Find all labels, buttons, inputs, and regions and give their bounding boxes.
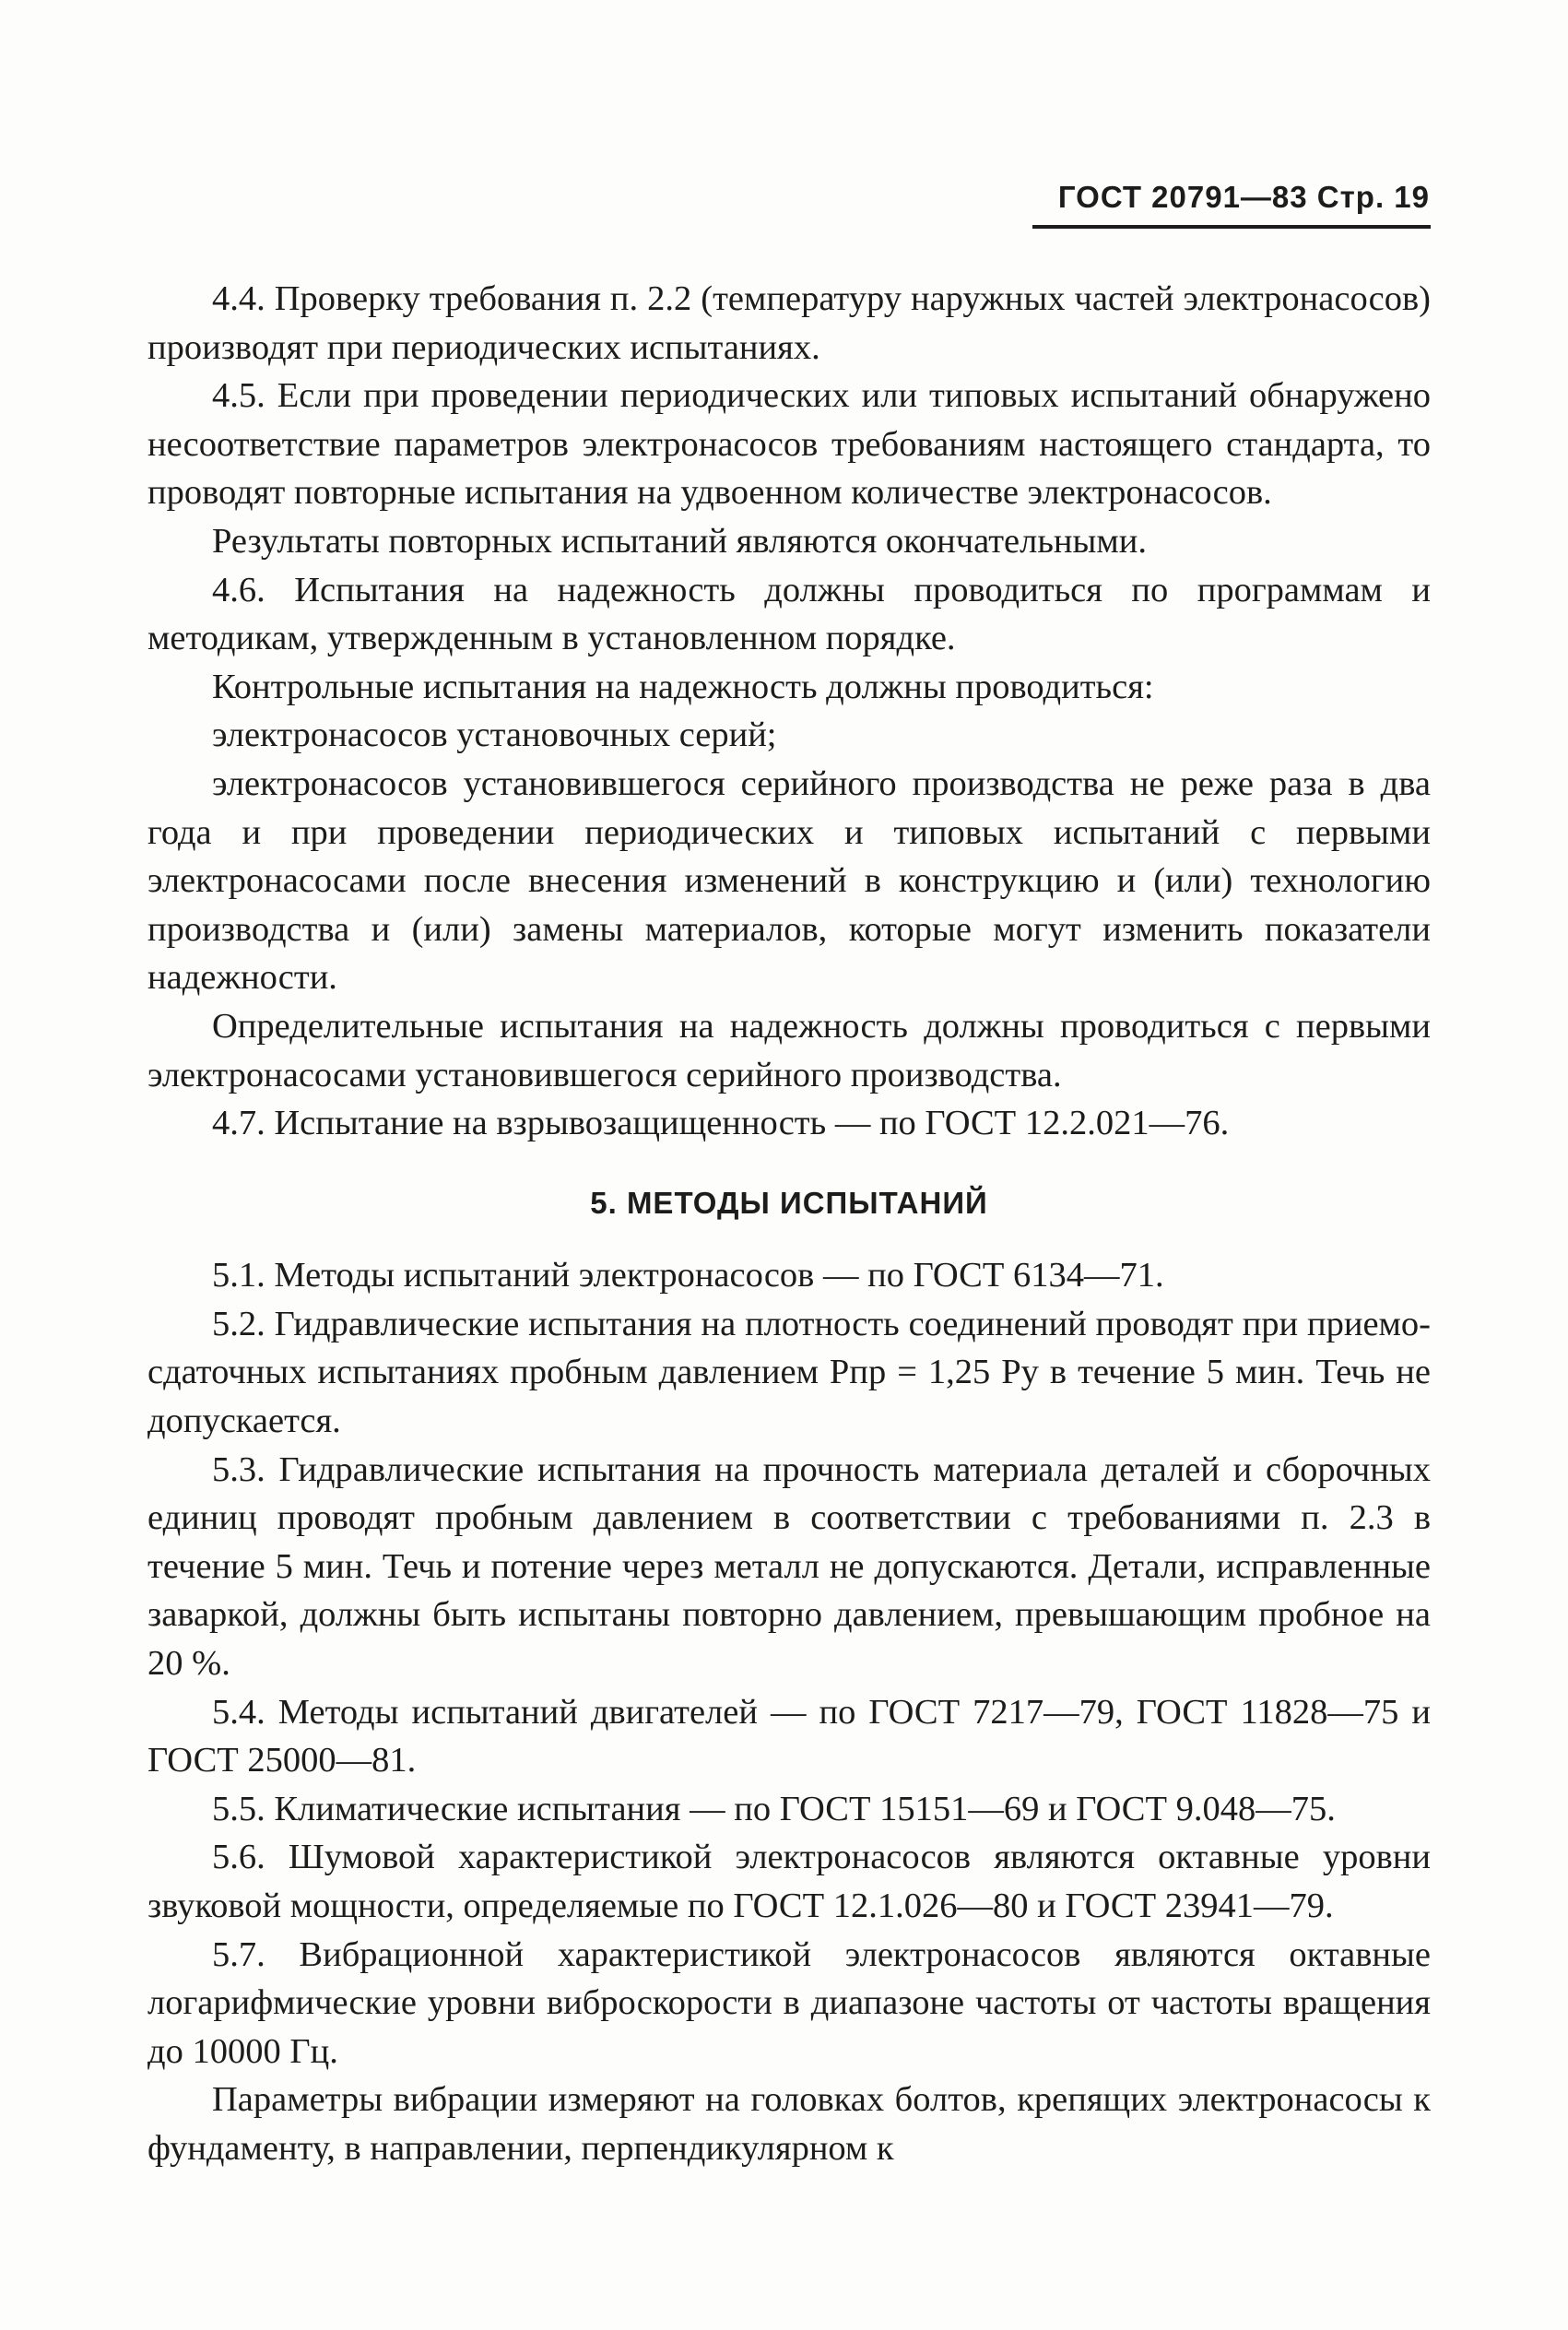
paragraph-4-6-item-2: электронасосов установившегося серийного производства не реже раза в два года и при проведении периодических и типовых испытаний с первыми электронасосами после внесения изменений в конструкцию и (или) технологию производства и (или) замены материалов, которые могут изменить показатели надежности.	[147, 763, 1431, 998]
paragraph-5-2: 5.2. Гидравлические испытания на плотность соединений проводят при приемо-сдаточных испытаниях пробным давлением Pпр = 1,25 Pу в течение 5 мин. Течь не допускается.	[147, 1304, 1431, 1441]
paragraph-4-7: 4.7. Испытание на взрывозащищенность — по ГОСТ 12.2.021—76.	[212, 1104, 1230, 1143]
paragraph-4-5: 4.5. Если при проведении периодических или типовых испытаний обнаружено несоответствие параметров электронасосов требованиям настоящего стандарта, то проводят повторные испытания на удвоенном количестве электронасосов.	[147, 376, 1431, 513]
paragraph-4-5-results: Результаты повторных испытаний являются окончательными.	[212, 521, 1147, 561]
page-header: ГОСТ 20791—83 Стр. 19	[1057, 180, 1430, 214]
paragraph-4-4: 4.4. Проверку требования п. 2.2 (температуру наружных частей электронасосов) производят при периодических испытаниях.	[147, 279, 1431, 367]
paragraph-4-6: 4.6. Испытания на надежность должны проводиться по программам и методикам, утвержденным в установленном порядке.	[147, 570, 1431, 658]
paragraph-5-6: 5.6. Шумовой характеристикой электронасосов являются октавные уровни звуковой мощности, определяемые по ГОСТ 12.1.026—80 и ГОСТ 23941—79.	[147, 1838, 1431, 1925]
paragraph-4-6-definitive: Определительные испытания на надежность должны проводиться с первыми электронасосами установившегося серийного производства.	[147, 1006, 1431, 1094]
paragraph-5-7-params: Параметры вибрации измеряют на головках болтов, крепящих электронасосы к фундаменту, в направлении, перпендикулярном к	[147, 2080, 1431, 2168]
paragraph-4-6-control: Контрольные испытания на надежность должны проводиться:	[212, 667, 1154, 706]
paragraph-5-5: 5.5. Климатические испытания — по ГОСТ 15151—69 и ГОСТ 9.048—75.	[212, 1789, 1336, 1828]
paragraph-5-7: 5.7. Вибрационной характеристикой электронасосов являются октавные логарифмические уровни виброскорости в диапазоне частоты от частоты вращения до 10000 Гц.	[147, 1934, 1431, 2071]
paragraph-5-3: 5.3. Гидравлические испытания на прочность материала деталей и сборочных единиц проводят пробным давлением в соответствии с требованиями п. 2.3 в течение 5 мин. Течь и потение через металл не допускаются. Детали, исправленные заваркой, должны быть испытаны повторно давлением, превышающим пробное на 20 %.	[147, 1449, 1431, 1684]
paragraph-5-4: 5.4. Методы испытаний двигателей — по ГОСТ 7217—79, ГОСТ 11828—75 и ГОСТ 25000—81.	[147, 1692, 1431, 1780]
header-rule	[1032, 225, 1431, 229]
paragraph-4-6-item-1: электронасосов установочных серий;	[212, 716, 777, 755]
document-body	[147, 275, 1431, 2173]
section-title: 5. МЕТОДЫ ИСПЫТАНИЙ	[590, 1185, 988, 1220]
paragraph-5-1: 5.1. Методы испытаний электронасосов — по ГОСТ 6134—71.	[212, 1256, 1164, 1295]
